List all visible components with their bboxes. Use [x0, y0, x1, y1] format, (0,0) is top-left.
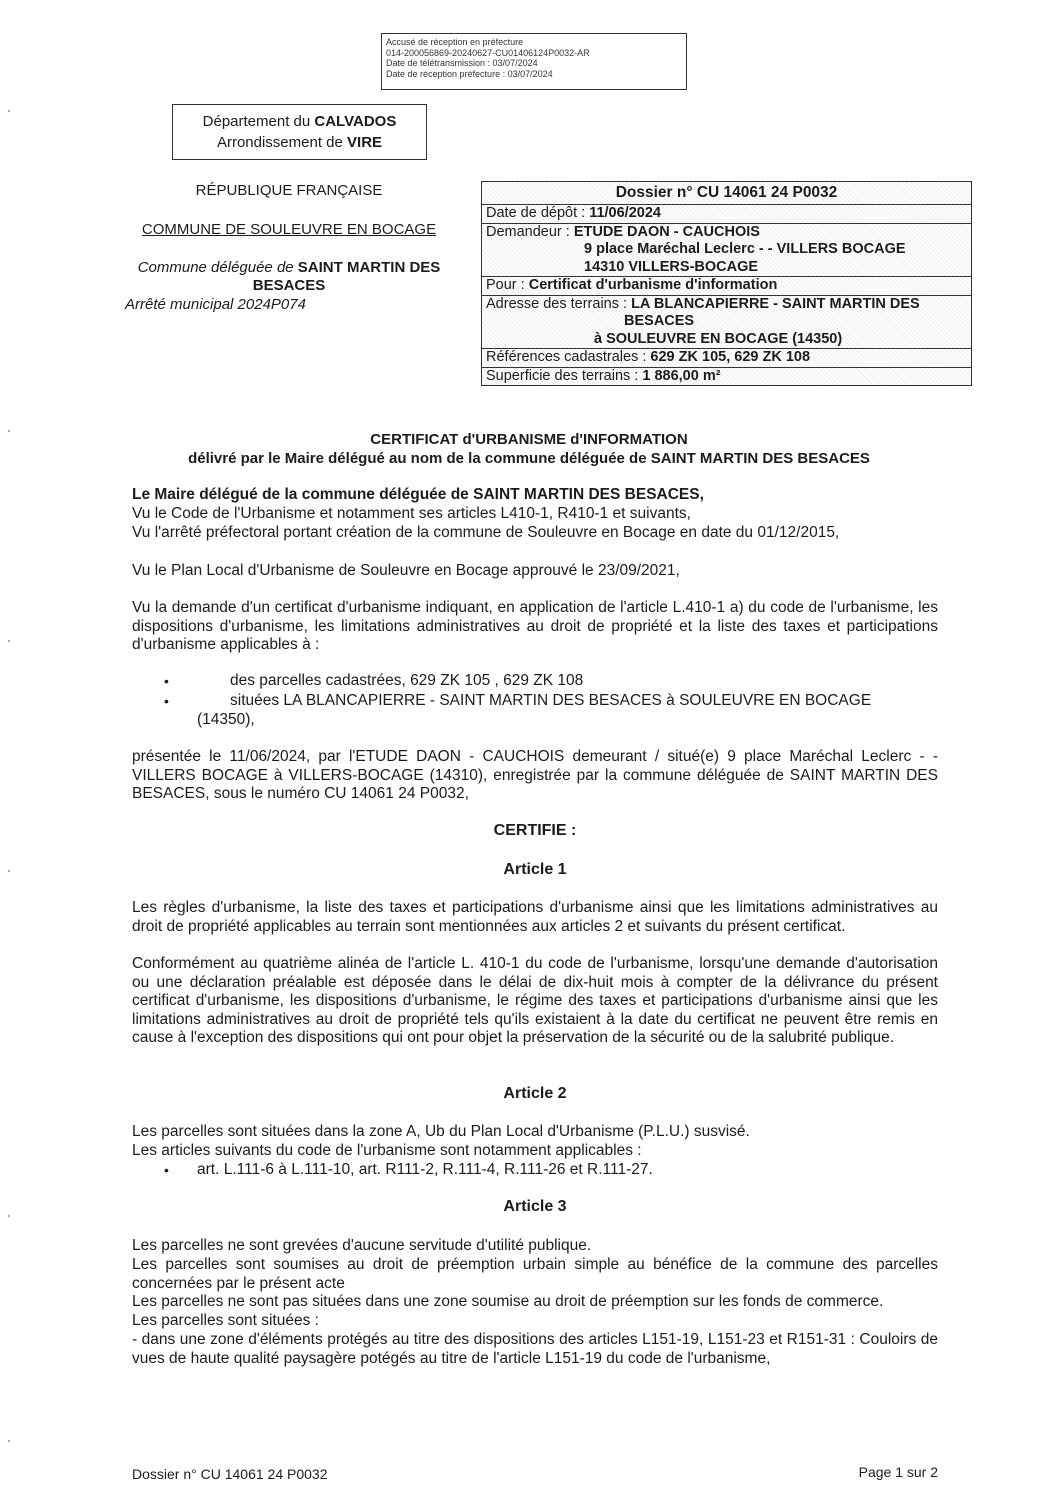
article-1-p2: Conformément au quatrième alinéa de l'article L. 410-1 du code de l'urbanisme, lorsqu'une demande d'autorisation ou une déclaration préalable est déposée dans le délai de dix-huit mois à compter de la délivrance du présent certificat d'urbanisme, les dispositions d'urbanisme, le régime des taxes et participations d'urbanisme ainsi que les limitations administratives au droit de propriété tels qu'ils existaient à la date du certificat ne peuvent être remis en cause à l'exception des dispositions qui ont pour objet la préservation de la sécurité ou de la salubrité publique. [132, 955, 938, 1046]
delegated-prefix: Commune déléguée de [137, 259, 298, 276]
superficie-value: 1 886,00 m² [642, 367, 721, 384]
bullet-icon: • [164, 673, 169, 689]
demandeur-name: ETUDE DAON - CAUCHOIS [573, 223, 760, 240]
arrondissement-prefix: Arrondissement de [216, 134, 348, 151]
article-3-preemption: Les parcelles sont soumises au droit de préemption urbain simple au bénéfice de la commune des parcelles concernées par le présent acte [132, 1256, 938, 1292]
date-depot-label: Date de dépôt : [486, 205, 590, 221]
superficie-row [482, 367, 971, 386]
arrete-number: Arrêté municipal 2024P074 [125, 296, 306, 313]
delegated-commune [122, 259, 456, 295]
bullet-icon: • [164, 1162, 169, 1178]
scan-mark [8, 1215, 10, 1217]
article-2-applicables: Les articles suivants du code de l'urbanisme sont notamment applicables : [132, 1142, 642, 1159]
date-depot-value: 11/06/2024 [589, 205, 661, 221]
pour-value: Certificat d'urbanisme d'information [528, 277, 778, 293]
article-2-zone: Les parcelles sont situées dans la zone A, Ub du Plan Local d'Urbanisme (P.L.U.) susvisé. [132, 1123, 750, 1140]
vu-arrete: Vu l'arrêté préfectoral portant création de la commune de Souleuvre en Bocage en date du 01/12/2015, [132, 524, 840, 541]
vu-plu: Vu le Plan Local d'Urbanisme de Souleuvre en Bocage approuvé le 23/09/2021, [132, 562, 680, 579]
reception-stamp [381, 33, 687, 90]
scan-mark [8, 640, 10, 642]
department-prefix: Département du [202, 113, 315, 130]
adresse-value-1: LA BLANCAPIERRE - SAINT MARTIN DES [631, 295, 920, 312]
scan-mark [8, 110, 10, 112]
department-box [172, 104, 427, 160]
footer-page-number: Page 1 sur 2 [858, 1464, 938, 1480]
maire-line: Le Maire délégué de la commune déléguée de SAINT MARTIN DES BESACES, [132, 486, 704, 503]
demandeur-address-1: 9 place Maréchal Leclerc - - VILLERS BOCAGE [584, 241, 906, 257]
article-3-heading: Article 3 [503, 1198, 567, 1215]
scan-mark [8, 430, 10, 432]
pour-label: Pour : [486, 277, 529, 293]
article-3-situees: Les parcelles sont situées : [132, 1312, 319, 1329]
presentee-paragraph: présentée le 11/06/2024, par l'ETUDE DAON - CAUCHOIS demeurant / situé(e) 9 place Maréchal Leclerc - - VILLERS BOCAGE à VILLERS-BOCAGE (14310), enregistrée par la commune déléguée de SAINT MARTIN DES BESACES, sous le numéro CU 14061 24 P0032, [132, 748, 938, 802]
commune-title: COMMUNE DE SOULEUVRE EN BOCAGE [141, 221, 437, 238]
bullet-parcelles: des parcelles cadastrées, 629 ZK 105 , 629 ZK 108 [230, 672, 584, 689]
dossier-box [481, 181, 972, 386]
department-line [173, 111, 426, 132]
bullet-situees-cont: (14350), [197, 711, 255, 728]
bullet-situees: situées LA BLANCAPIERRE - SAINT MARTIN DES BESACES à SOULEUVRE EN BOCAGE [230, 692, 872, 709]
article-3-fonds-commerce: Les parcelles ne sont pas situées dans une zone soumise au droit de préemption sur les fonds de commerce. [132, 1293, 884, 1310]
certifie-heading: CERTIFIE : [493, 822, 577, 839]
delegated-name-1: SAINT MARTIN DES [297, 259, 441, 276]
stamp-line: Accusé de réception en préfecture [386, 37, 524, 47]
stamp-line: Date de télétransmission : 03/07/2024 [386, 58, 538, 68]
scan-mark [8, 1440, 10, 1442]
article-3-elements-proteges: - dans une zone d'éléments protégés au titre des dispositions des articles L151-19, L151-23 et R151-31 : Couloirs de vues de haute qualité paysagère potégés au titre de l'article L151-19 du code de l'urbanisme, [132, 1331, 938, 1367]
certificate-subtitle: délivré par le Maire délégué au nom de la commune déléguée de SAINT MARTIN DES BESACES [188, 450, 870, 467]
department-name: CALVADOS [314, 113, 397, 130]
adresse-value-3: à SOULEUVRE EN BOCAGE (14350) [594, 330, 843, 347]
vu-code: Vu le Code de l'Urbanisme et notamment ses articles L410-1, R410-1 et suivants, [132, 505, 691, 522]
references-value: 629 ZK 105, 629 ZK 108 [650, 349, 811, 365]
references-label: Références cadastrales : [486, 349, 651, 365]
adresse-row [482, 295, 971, 349]
article-3-servitude: Les parcelles ne sont grevées d'aucune servitude d'utilité publique. [132, 1237, 592, 1254]
demandeur-address-2: 14310 VILLERS-BOCAGE [584, 258, 759, 275]
article-2-heading: Article 2 [503, 1085, 567, 1102]
republic-title: RÉPUBLIQUE FRANÇAISE [195, 182, 383, 199]
date-depot-row [482, 204, 971, 223]
scan-mark [8, 870, 10, 872]
article-2-bullet: art. L.111-6 à L.111-10, art. R111-2, R.111-4, R.111-26 et R.111-27. [197, 1161, 653, 1178]
demandeur-row [482, 223, 971, 277]
delegated-name-2: BESACES [252, 277, 326, 294]
footer-dossier-number: Dossier n° CU 14061 24 P0032 [132, 1466, 328, 1482]
article-1-heading: Article 1 [503, 861, 567, 878]
stamp-line: 014-200056869-20240627-CU01406124P0032-AR [386, 47, 590, 58]
arrondissement-line [173, 132, 426, 153]
certificate-title: CERTIFICAT d'URBANISME d'INFORMATION [370, 431, 688, 448]
bullet-icon: • [164, 693, 169, 709]
adresse-value-2: BESACES [624, 313, 695, 329]
stamp-line: Date de réception préfecture : 03/07/2024 [386, 68, 553, 79]
dossier-number: Dossier n° CU 14061 24 P0032 [482, 182, 971, 204]
article-1-p1: Les règles d'urbanisme, la liste des taxes et participations d'urbanisme ainsi que les limitations administratives au droit de propriété applicables au terrain sont mentionnées aux articles 2 et suivants du présent certificat. [132, 899, 938, 935]
adresse-label: Adresse des terrains : [486, 295, 632, 312]
pour-row [482, 276, 971, 295]
demandeur-label: Demandeur : [486, 223, 574, 240]
references-row [482, 348, 971, 367]
vu-demande: Vu la demande d'un certificat d'urbanisme indiquant, en application de l'article L.410-1 a) du code de l'urbanisme, les dispositions d'urbanisme, les limitations administratives au droit de propriété et la liste des taxes et participations d'urbanisme applicables à : [132, 599, 938, 653]
arrondissement-name: VIRE [347, 134, 383, 151]
superficie-label: Superficie des terrains : [486, 367, 643, 384]
